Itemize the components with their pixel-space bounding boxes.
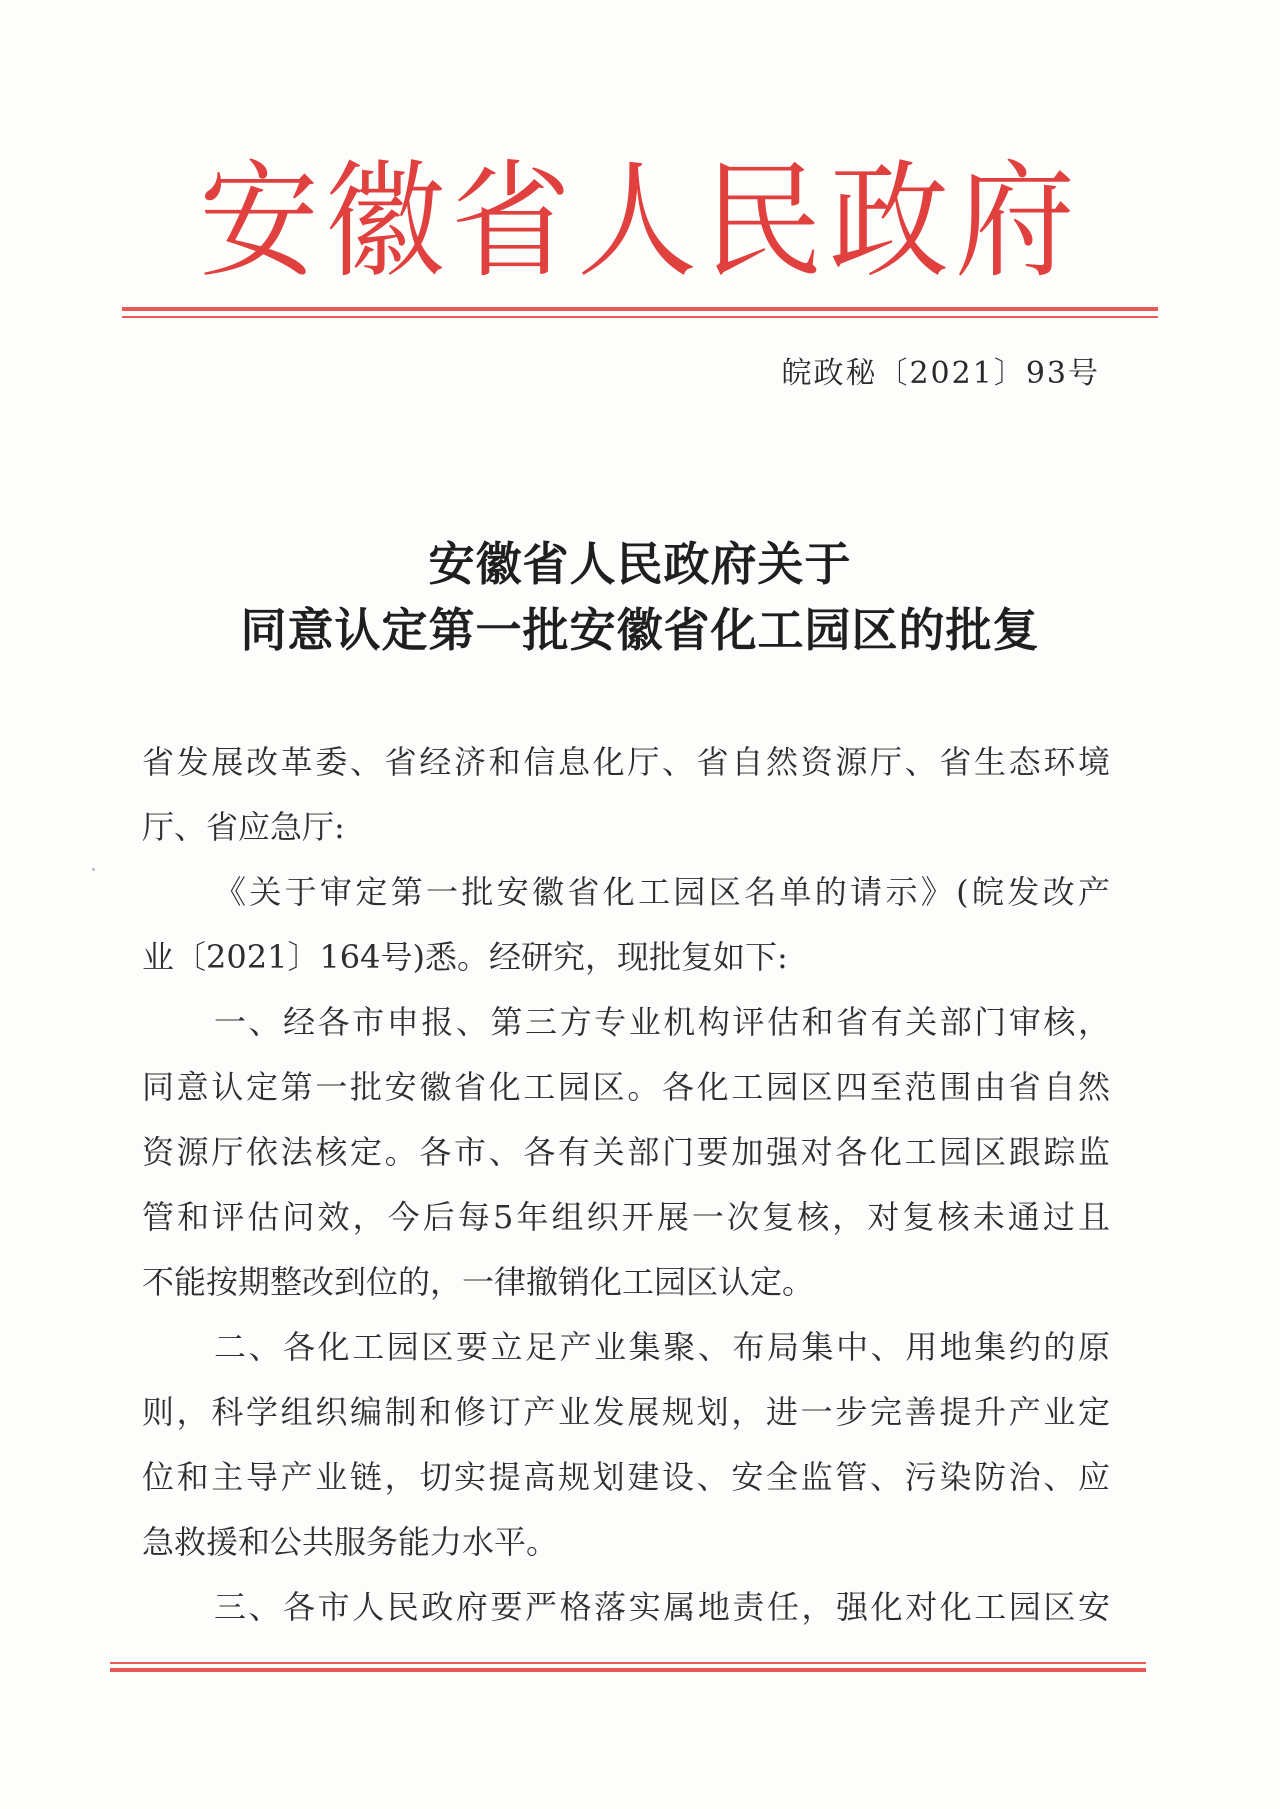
body-line: 三、各市人民政府要严格落实属地责任，强化对化工园区安 [214, 1588, 1110, 1626]
body-line: 位和主导产业链，切实提高规划建设、安全监管、污染防治、应 [142, 1458, 1110, 1496]
document-body [142, 730, 1110, 1640]
body-line: 同意认定第一批安徽省化工园区。各化工园区四至范围由省自然 [142, 1068, 1110, 1106]
footer-rule-thin [110, 1662, 1146, 1664]
body-line: 一、经各市申报、第三方专业机构评估和省有关部门审核， [214, 1003, 1110, 1041]
body-line: 业〔2021〕164号)悉。经研究，现批复如下: [142, 938, 788, 976]
body-line: 二、各化工园区要立足产业集聚、布局集中、用地集约的原 [214, 1328, 1110, 1366]
document-number: 皖政秘〔2021〕93号 [781, 356, 1100, 391]
body-line: 管和评估问效，今后每5年组织开展一次复核，对复核未通过且 [142, 1198, 1110, 1236]
body-line: 省发展改革委、省经济和信息化厅、省自然资源厅、省生态环境 [142, 743, 1110, 781]
body-line: 资源厅依法核定。各市、各有关部门要加强对各化工园区跟踪监 [142, 1133, 1110, 1171]
body-line: 则，科学组织编制和修订产业发展规划，进一步完善提升产业定 [142, 1393, 1110, 1431]
scan-dot [92, 868, 95, 871]
masthead-rule-thin [122, 316, 1158, 318]
body-line: 《关于审定第一批安徽省化工园区名单的请示》(皖发改产 [214, 873, 1110, 911]
masthead-title: 安徽省人民政府 [199, 149, 1081, 296]
body-line: 急救援和公共服务能力水平。 [142, 1523, 559, 1561]
document-title-line-1: 安徽省人民政府关于 [428, 537, 852, 591]
footer-rule-thick [110, 1668, 1146, 1672]
body-line: 不能按期整改到位的，一律撤销化工园区认定。 [142, 1263, 815, 1301]
masthead-rule-thick [122, 307, 1158, 311]
body-line: 厅、省应急厅: [142, 808, 345, 846]
document-title-line-2: 同意认定第一批安徽省化工园区的批复 [240, 603, 1040, 657]
